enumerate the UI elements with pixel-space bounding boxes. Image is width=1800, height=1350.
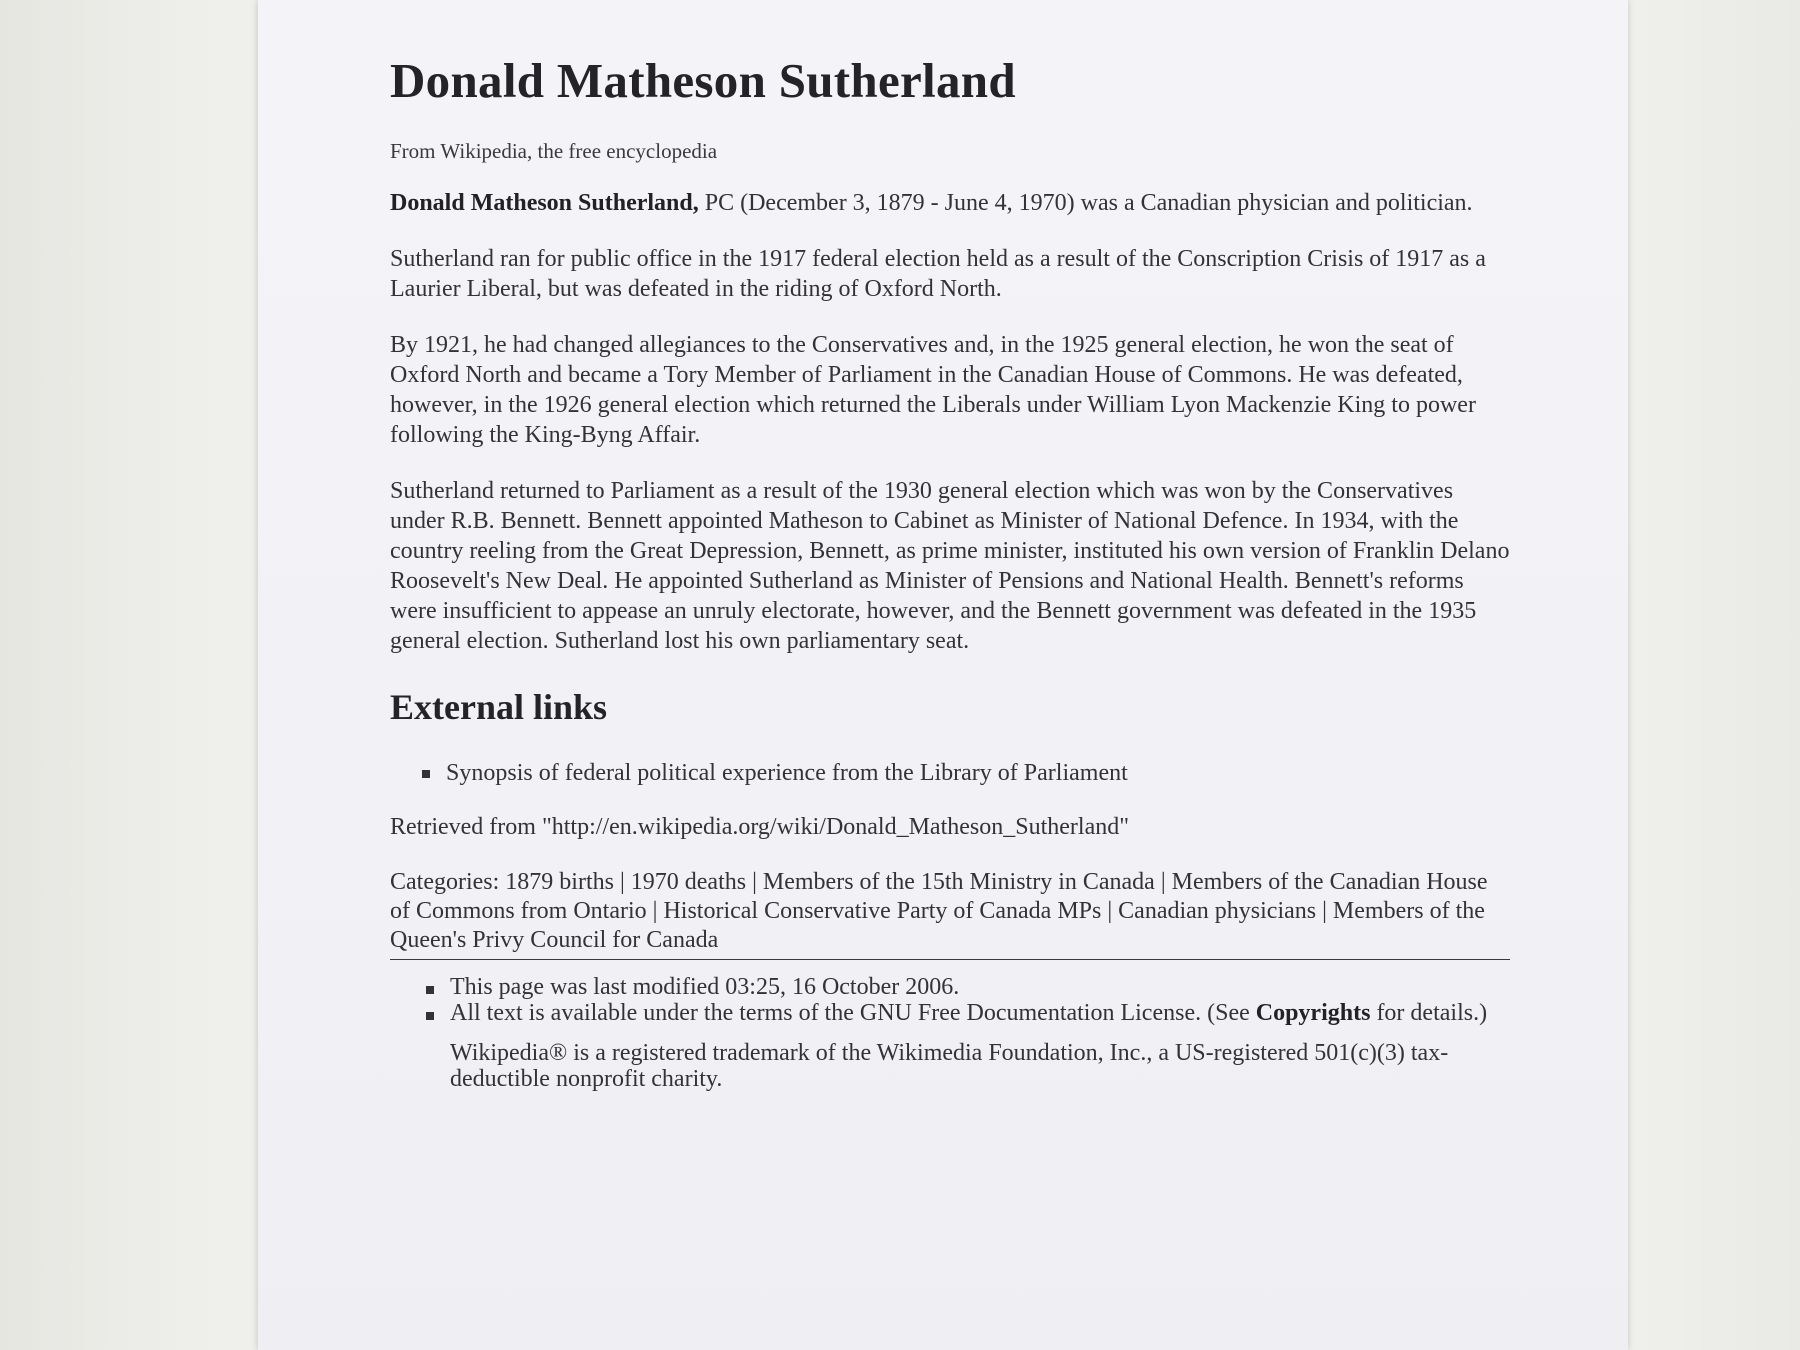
external-links-list [390, 758, 1510, 788]
license-text-end: for details.) [1370, 1000, 1488, 1026]
external-link-item[interactable]: Synopsis of federal political experience from the Library of Parliament [420, 758, 1510, 788]
footer-trademark: Wikipedia® is a registered trademark of the Wikimedia Foundation, Inc., a US-registered 501(c)(3) tax-deductible nonprofit charity. [450, 1040, 1449, 1092]
footer-list [390, 974, 1510, 1092]
footer-last-modified: This page was last modified 03:25, 16 October 2006. [424, 974, 1510, 1000]
footer-license [424, 1000, 1510, 1092]
site-subtitle: From Wikipedia, the free encyclopedia [390, 139, 718, 163]
intro-paragraph [390, 188, 1510, 218]
intro-text: PC (December 3, 1879 - June 4, 1970) was a Canadian physician and politician. [698, 190, 1473, 216]
external-links-heading: External links [390, 687, 608, 727]
paragraph-1930-1935: Sutherland returned to Parliament as a result of the 1930 general election which was won by the Conservatives under R.B. Bennett. Bennett appointed Matheson to Cabinet as Minister of National Defence. In 1934, with the country reeling from the Great Depression, Bennett, as prime minister, instituted his own version of Franklin Delano Roosevelt's New Deal. He appointed Sutherland as Minister of Pensions and National Health. Bennett's reforms were insufficient to appease an unruly electorate, however, and the Bennett government was defeated in the 1935 general election. Sutherland lost his own parliamentary seat. [390, 478, 1510, 654]
license-text: All text is available under the terms of the GNU Free Documentation License. (See [450, 1000, 1256, 1026]
paragraph-1921-1926: By 1921, he had changed allegiances to the Conservatives and, in the 1925 general election, he won the seat of Oxford North and became a Tory Member of Parliament in the Canadian House of Commons. He was defeated, however, in the 1926 general election which returned the Liberals under William Lyon Mackenzie King to power following the King-Byng Affair. [390, 332, 1476, 448]
intro-bold-name: Donald Matheson Sutherland, [390, 190, 699, 216]
article-content [390, 52, 1510, 1092]
paragraph-1917-election: Sutherland ran for public office in the 1917 federal election held as a result of the Conscription Crisis of 1917 as a Laurier Liberal, but was defeated in the riding of Oxford North. [390, 246, 1486, 302]
categories: Categories: 1879 births | 1970 deaths | Members of the 15th Ministry in Canada | Members of the Canadian House of Commons from Ontario | Historical Conservative Party of Canada MPs | Canadian physicians | Members of the Queen's Privy Council for Canada [390, 868, 1510, 960]
retrieved-from: Retrieved from "http://en.wikipedia.org/wiki/Donald_Matheson_Sutherland" [390, 814, 1130, 840]
article-title: Donald Matheson Sutherland [390, 53, 1016, 108]
copyrights-link[interactable]: Copyrights [1255, 1000, 1371, 1026]
